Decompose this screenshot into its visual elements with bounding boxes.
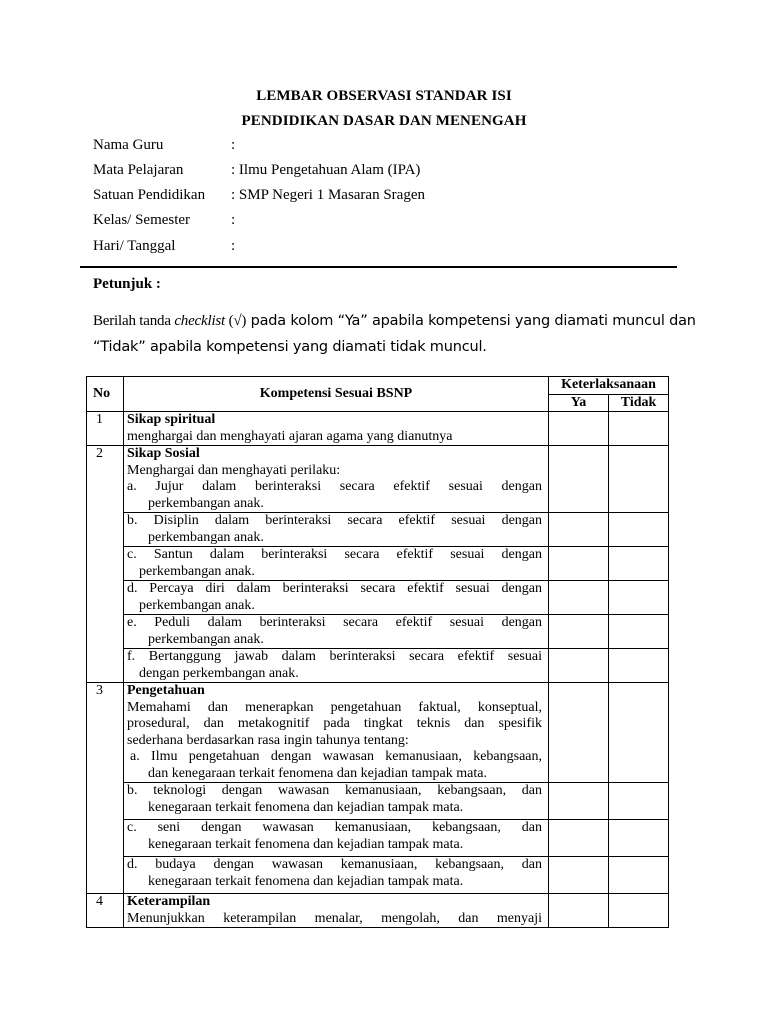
checkbox-tidak[interactable] (609, 615, 669, 649)
table-row (87, 547, 669, 581)
list-item (127, 820, 542, 853)
table-row (87, 783, 669, 820)
checkbox-ya[interactable] (549, 581, 609, 615)
checkbox-tidak[interactable] (609, 820, 669, 857)
item-text-continued: kenegaraan terkait fenomena dan kejadian tampak mata. (148, 873, 464, 889)
checkbox-ya[interactable] (549, 857, 609, 894)
checkbox-tidak[interactable] (609, 783, 669, 820)
item-text-continued: kenegaraan terkait fenomena dan kejadian tampak mata. (148, 836, 464, 852)
row-number: 2 (87, 446, 124, 683)
competency-cell (124, 683, 549, 783)
list-item (127, 649, 542, 682)
checkbox-ya[interactable] (549, 894, 609, 928)
item-text: e. Peduli dalam berinteraksi secara efektif sesuai dengan (127, 615, 542, 630)
item-text-continued: dan kenegaraan terkait fenomena dan kejadian tampak mata. (148, 765, 487, 781)
header-tidak: Tidak (609, 394, 669, 412)
petunjuk-heading: Petunjuk : (93, 276, 161, 292)
checkbox-ya[interactable] (549, 783, 609, 820)
item-text-continued: kenegaraan terkait fenomena dan kejadian tampak mata. (148, 799, 464, 815)
field-label-kelas-semester: Kelas/ Semester (93, 212, 191, 228)
instruction-line-1 (93, 313, 696, 330)
section-title: Pengetahuan (127, 683, 205, 698)
table-row (87, 894, 669, 928)
header-keterlaksanaan: Keterlaksanaan (549, 377, 669, 395)
section-description-line: prosedural, dan metakognitif pada tingkat teknis dan spesifik (127, 716, 542, 731)
competency-cell (124, 783, 549, 820)
field-value-hari-tanggal: : (231, 238, 236, 254)
instruction-text-c: pada kolom “Ya” apabila kompetensi yang diamati muncul dan (246, 313, 696, 329)
checkbox-tidak[interactable] (609, 649, 669, 683)
checkbox-tidak[interactable] (609, 446, 669, 513)
checkbox-tidak[interactable] (609, 547, 669, 581)
item-text: a. Ilmu pengetahuan dengan wawasan kemanusiaan, kebangsaan, (130, 749, 542, 764)
table-row (87, 581, 669, 615)
checkbox-ya[interactable] (549, 547, 609, 581)
checkbox-tidak[interactable] (609, 581, 669, 615)
list-item (127, 513, 542, 546)
competency-cell (124, 581, 549, 615)
item-text-continued: perkembangan anak. (139, 597, 255, 613)
header-ya: Ya (549, 394, 609, 412)
competency-cell (124, 820, 549, 857)
list-item (127, 479, 542, 512)
field-value-nama-guru: : (231, 137, 236, 153)
item-text: a. Jujur dalam berinteraksi secara efektif sesuai dengan (127, 479, 542, 494)
checkbox-ya[interactable] (549, 412, 609, 446)
checkbox-ya[interactable] (549, 615, 609, 649)
table-row (87, 412, 669, 446)
field-label-nama-guru: Nama Guru (93, 137, 164, 153)
competency-cell (124, 857, 549, 894)
list-item (127, 857, 542, 890)
competency-cell (124, 615, 549, 649)
header-kompetensi: Kompetensi Sesuai BSNP (124, 377, 549, 412)
checkbox-ya[interactable] (549, 513, 609, 547)
item-text: c. Santun dalam berinteraksi secara efektif sesuai dengan (127, 547, 542, 562)
observation-table (86, 376, 669, 928)
table-row (87, 683, 669, 783)
checkbox-tidak[interactable] (609, 513, 669, 547)
competency-cell (124, 513, 549, 547)
section-title: Sikap spiritual (127, 412, 216, 427)
header-divider (80, 266, 677, 268)
checkbox-tidak[interactable] (609, 683, 669, 783)
row-number: 4 (87, 894, 124, 928)
header-no: No (87, 377, 124, 412)
item-text: f. Bertanggung jawab dalam berinteraksi secara efektif sesuai (127, 649, 542, 664)
instruction-check-symbol: (√) (225, 313, 247, 329)
field-label-mata-pelajaran: Mata Pelajaran (93, 162, 184, 178)
instruction-line-2: “Tidak” apabila kompetensi yang diamati tidak muncul. (93, 339, 487, 355)
item-text-continued: perkembangan anak. (148, 529, 264, 545)
field-label-satuan-pendidikan: Satuan Pendidikan (93, 187, 206, 203)
competency-cell (124, 649, 549, 683)
section-description-line: sederhana berdasarkan rasa ingin tahunya tentang: (127, 732, 409, 748)
list-item (127, 749, 542, 782)
item-text-continued: dengan perkembangan anak. (139, 665, 299, 681)
checkbox-tidak[interactable] (609, 894, 669, 928)
table-row (87, 820, 669, 857)
checkbox-tidak[interactable] (609, 857, 669, 894)
section-title: Keterampilan (127, 894, 211, 909)
list-item (127, 615, 542, 648)
section-title: Sikap Sosial (127, 446, 200, 461)
checkbox-tidak[interactable] (609, 412, 669, 446)
document-title-line1: LEMBAR OBSERVASI STANDAR ISI (256, 88, 512, 104)
instruction-text-a: Berilah tanda (93, 313, 175, 329)
checkbox-ya[interactable] (549, 446, 609, 513)
competency-cell (124, 412, 549, 446)
table-row (87, 513, 669, 547)
section-description: Menunjukkan keterampilan menalar, mengolah, dan menyaji (127, 910, 542, 926)
checkbox-ya[interactable] (549, 820, 609, 857)
competency-cell (124, 547, 549, 581)
item-text: d. budaya dengan wawasan kemanusiaan, kebangsaan, dan (127, 857, 542, 872)
table-row (87, 446, 669, 513)
item-text-continued: perkembangan anak. (139, 563, 255, 579)
item-text-continued: perkembangan anak. (148, 495, 264, 511)
row-number: 1 (87, 412, 124, 446)
field-value-satuan-pendidikan: : SMP Negeri 1 Masaran Sragen (231, 187, 425, 203)
item-text: c. seni dengan wawasan kemanusiaan, kebangsaan, dan (127, 820, 542, 835)
instruction-checklist: checklist (174, 313, 226, 329)
competency-cell (124, 894, 549, 928)
checkbox-ya[interactable] (549, 683, 609, 783)
field-value-kelas-semester: : (231, 212, 236, 228)
table-row (87, 615, 669, 649)
list-item (127, 581, 542, 614)
competency-cell (124, 446, 549, 513)
checkbox-ya[interactable] (549, 649, 609, 683)
list-item (127, 547, 542, 580)
section-description: menghargai dan menghayati ajaran agama yang dianutnya (127, 428, 453, 444)
field-label-hari-tanggal: Hari/ Tanggal (93, 238, 176, 254)
table-row (87, 649, 669, 683)
item-text-continued: perkembangan anak. (148, 631, 264, 647)
row-number: 3 (87, 683, 124, 894)
document-title-line2: PENDIDIKAN DASAR DAN MENENGAH (241, 113, 527, 129)
table-row (87, 857, 669, 894)
item-text: b. Disiplin dalam berinteraksi secara efektif sesuai dengan (127, 513, 542, 528)
section-description-line: Memahami dan menerapkan pengetahuan faktual, konseptual, (127, 699, 542, 715)
section-description: Menghargai dan menghayati perilaku: (127, 462, 341, 478)
field-value-mata-pelajaran: : Ilmu Pengetahuan Alam (IPA) (231, 162, 421, 178)
item-text: d. Percaya diri dalam berinteraksi secara efektif sesuai dengan (127, 581, 542, 596)
list-item (127, 783, 542, 816)
item-text: b. teknologi dengan wawasan kemanusiaan, kebangsaan, dan (127, 783, 542, 798)
